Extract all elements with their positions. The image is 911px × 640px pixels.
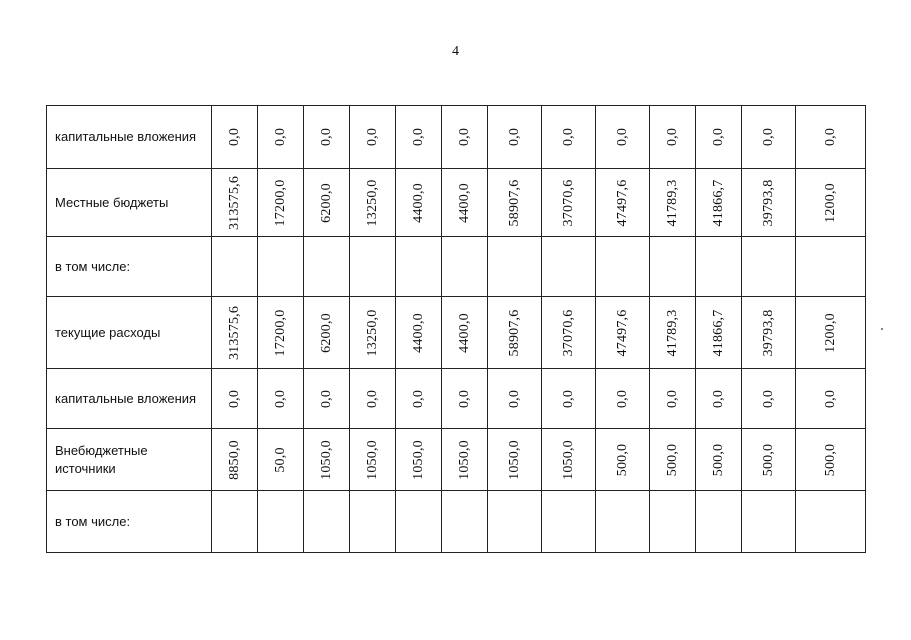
cell-value: 0,0 bbox=[364, 127, 380, 147]
cell-value: 39793,8 bbox=[760, 309, 776, 356]
row-label: текущие расходы bbox=[47, 297, 212, 369]
cell-value: 13250,0 bbox=[364, 179, 380, 226]
value-cell bbox=[212, 369, 258, 429]
value-cell bbox=[596, 237, 650, 297]
value-cell bbox=[212, 106, 258, 169]
scan-mark bbox=[881, 328, 883, 330]
cell-value: 0,0 bbox=[822, 127, 838, 147]
value-cell bbox=[258, 297, 304, 369]
value-cell bbox=[396, 297, 442, 369]
cell-value: 58907,6 bbox=[506, 309, 522, 356]
value-cell bbox=[796, 429, 866, 491]
value-cell bbox=[488, 491, 542, 553]
cell-value: 0,0 bbox=[760, 389, 776, 408]
value-cell bbox=[396, 429, 442, 491]
value-cell bbox=[650, 297, 696, 369]
cell-value: 41866,7 bbox=[710, 179, 726, 226]
value-cell bbox=[796, 491, 866, 553]
value-cell bbox=[304, 106, 350, 169]
value-cell bbox=[304, 491, 350, 553]
row-label: в том числе: bbox=[47, 491, 212, 553]
table-row bbox=[47, 169, 866, 237]
cell-value: 37070,6 bbox=[560, 179, 576, 226]
value-cell bbox=[212, 169, 258, 237]
cell-value: 8850,0 bbox=[226, 439, 242, 480]
cell-value: 0,0 bbox=[226, 389, 242, 408]
cell-value: 6200,0 bbox=[318, 312, 334, 353]
value-cell bbox=[488, 429, 542, 491]
row-label: капитальные вложения bbox=[47, 106, 212, 169]
table-row bbox=[47, 106, 866, 169]
value-cell bbox=[542, 297, 596, 369]
value-cell bbox=[350, 297, 396, 369]
cell-value: 0,0 bbox=[664, 389, 680, 408]
value-cell bbox=[442, 297, 488, 369]
value-cell bbox=[212, 491, 258, 553]
value-cell bbox=[696, 297, 742, 369]
table-row bbox=[47, 491, 866, 553]
cell-value: 4400,0 bbox=[410, 182, 426, 223]
cell-value: 1200,0 bbox=[822, 182, 838, 223]
value-cell bbox=[696, 369, 742, 429]
cell-value: 0,0 bbox=[560, 127, 576, 147]
value-cell bbox=[212, 429, 258, 491]
value-cell bbox=[396, 106, 442, 169]
cell-value: 0,0 bbox=[614, 389, 630, 408]
value-cell bbox=[596, 169, 650, 237]
cell-value: 37070,6 bbox=[560, 309, 576, 356]
value-cell bbox=[396, 369, 442, 429]
value-cell bbox=[488, 369, 542, 429]
cell-value: 0,0 bbox=[760, 127, 776, 147]
cell-value: 500,0 bbox=[664, 443, 680, 476]
value-cell bbox=[596, 297, 650, 369]
table-row bbox=[47, 369, 866, 429]
value-cell bbox=[596, 369, 650, 429]
value-cell bbox=[650, 106, 696, 169]
value-cell bbox=[650, 429, 696, 491]
cell-value: 47497,6 bbox=[614, 309, 630, 356]
page-number: 4 bbox=[452, 44, 459, 59]
table-row bbox=[47, 297, 866, 369]
value-cell bbox=[542, 491, 596, 553]
value-cell bbox=[350, 169, 396, 237]
value-cell bbox=[258, 169, 304, 237]
cell-value: 0,0 bbox=[410, 389, 426, 408]
value-cell bbox=[350, 491, 396, 553]
value-cell bbox=[488, 297, 542, 369]
value-cell bbox=[488, 237, 542, 297]
value-cell bbox=[796, 237, 866, 297]
value-cell bbox=[696, 169, 742, 237]
cell-value: 1050,0 bbox=[410, 439, 426, 480]
value-cell bbox=[742, 297, 796, 369]
cell-value: 47497,6 bbox=[614, 179, 630, 226]
budget-table bbox=[46, 105, 866, 553]
value-cell bbox=[742, 429, 796, 491]
value-cell bbox=[596, 429, 650, 491]
cell-value: 500,0 bbox=[760, 443, 776, 476]
cell-value: 500,0 bbox=[614, 443, 630, 476]
value-cell bbox=[542, 369, 596, 429]
value-cell bbox=[304, 237, 350, 297]
row-label: Местные бюджеты bbox=[47, 169, 212, 237]
value-cell bbox=[350, 106, 396, 169]
cell-value: 1050,0 bbox=[456, 439, 472, 480]
cell-value: 50,0 bbox=[272, 446, 288, 473]
value-cell bbox=[742, 169, 796, 237]
value-cell bbox=[396, 491, 442, 553]
cell-value: 41866,7 bbox=[710, 309, 726, 356]
cell-value: 1050,0 bbox=[318, 439, 334, 480]
value-cell bbox=[542, 169, 596, 237]
value-cell bbox=[596, 491, 650, 553]
value-cell bbox=[742, 491, 796, 553]
cell-value: 13250,0 bbox=[364, 309, 380, 356]
value-cell bbox=[350, 237, 396, 297]
cell-value: 0,0 bbox=[506, 127, 522, 147]
cell-value: 313575,6 bbox=[226, 305, 242, 360]
value-cell bbox=[696, 491, 742, 553]
cell-value: 500,0 bbox=[710, 443, 726, 476]
value-cell bbox=[258, 429, 304, 491]
cell-value: 41789,3 bbox=[664, 179, 680, 226]
row-label: в том числе: bbox=[47, 237, 212, 297]
cell-value: 500,0 bbox=[822, 443, 838, 476]
cell-value: 1200,0 bbox=[822, 312, 838, 353]
cell-value: 39793,8 bbox=[760, 179, 776, 226]
cell-value: 0,0 bbox=[364, 389, 380, 408]
cell-value: 6200,0 bbox=[318, 182, 334, 223]
value-cell bbox=[650, 491, 696, 553]
value-cell bbox=[350, 369, 396, 429]
value-cell bbox=[742, 237, 796, 297]
cell-value: 17200,0 bbox=[272, 179, 288, 226]
table-row bbox=[47, 429, 866, 491]
cell-value: 0,0 bbox=[664, 127, 680, 147]
value-cell bbox=[542, 237, 596, 297]
cell-value: 58907,6 bbox=[506, 179, 522, 226]
value-cell bbox=[304, 369, 350, 429]
value-cell bbox=[650, 169, 696, 237]
value-cell bbox=[542, 429, 596, 491]
value-cell bbox=[442, 369, 488, 429]
value-cell bbox=[742, 106, 796, 169]
value-cell bbox=[796, 369, 866, 429]
value-cell bbox=[696, 237, 742, 297]
cell-value: 1050,0 bbox=[560, 439, 576, 480]
cell-value: 0,0 bbox=[560, 389, 576, 408]
cell-value: 0,0 bbox=[456, 127, 472, 147]
value-cell bbox=[258, 369, 304, 429]
cell-value: 0,0 bbox=[318, 127, 334, 147]
cell-value: 0,0 bbox=[506, 389, 522, 408]
value-cell bbox=[488, 106, 542, 169]
value-cell bbox=[650, 237, 696, 297]
value-cell bbox=[442, 169, 488, 237]
cell-value: 0,0 bbox=[272, 389, 288, 408]
cell-value: 4400,0 bbox=[456, 182, 472, 223]
value-cell bbox=[304, 169, 350, 237]
value-cell bbox=[304, 429, 350, 491]
cell-value: 0,0 bbox=[272, 127, 288, 147]
value-cell bbox=[304, 297, 350, 369]
value-cell bbox=[258, 491, 304, 553]
cell-value: 0,0 bbox=[710, 389, 726, 408]
value-cell bbox=[212, 297, 258, 369]
cell-value: 1050,0 bbox=[506, 439, 522, 480]
row-label: капитальные вложения bbox=[47, 369, 212, 429]
value-cell bbox=[796, 106, 866, 169]
row-label: Внебюджетные источники bbox=[47, 429, 212, 491]
cell-value: 0,0 bbox=[822, 389, 838, 408]
value-cell bbox=[350, 429, 396, 491]
value-cell bbox=[212, 237, 258, 297]
cell-value: 0,0 bbox=[410, 127, 426, 147]
value-cell bbox=[442, 429, 488, 491]
value-cell bbox=[596, 106, 650, 169]
cell-value: 0,0 bbox=[710, 127, 726, 147]
cell-value: 313575,6 bbox=[226, 175, 242, 230]
value-cell bbox=[796, 169, 866, 237]
cell-value: 4400,0 bbox=[410, 312, 426, 353]
value-cell bbox=[650, 369, 696, 429]
value-cell bbox=[796, 297, 866, 369]
value-cell bbox=[396, 237, 442, 297]
cell-value: 0,0 bbox=[456, 389, 472, 408]
value-cell bbox=[742, 369, 796, 429]
value-cell bbox=[696, 429, 742, 491]
value-cell bbox=[488, 169, 542, 237]
cell-value: 0,0 bbox=[226, 127, 242, 147]
value-cell bbox=[442, 491, 488, 553]
table-row bbox=[47, 237, 866, 297]
value-cell bbox=[258, 237, 304, 297]
cell-value: 17200,0 bbox=[272, 309, 288, 356]
value-cell bbox=[542, 106, 596, 169]
value-cell bbox=[396, 169, 442, 237]
value-cell bbox=[258, 106, 304, 169]
cell-value: 0,0 bbox=[614, 127, 630, 147]
table-body bbox=[47, 106, 866, 553]
cell-value: 1050,0 bbox=[364, 439, 380, 480]
cell-value: 4400,0 bbox=[456, 312, 472, 353]
cell-value: 41789,3 bbox=[664, 309, 680, 356]
cell-value: 0,0 bbox=[318, 389, 334, 408]
value-cell bbox=[696, 106, 742, 169]
value-cell bbox=[442, 237, 488, 297]
value-cell bbox=[442, 106, 488, 169]
